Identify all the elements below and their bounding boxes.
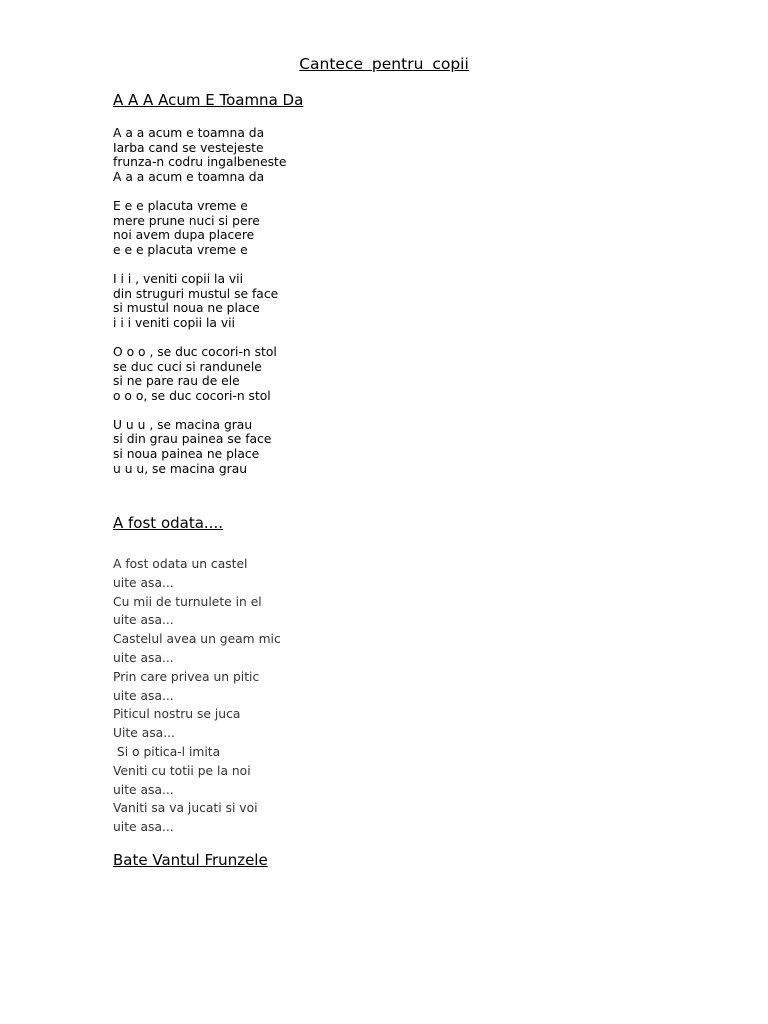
song-heading: A fost odata.... — [113, 514, 223, 532]
lyric-line: frunza-n codru ingalbeneste — [113, 155, 287, 170]
lyric-line: uite asa... — [113, 688, 174, 703]
stanza — [113, 418, 286, 476]
stanza — [113, 272, 286, 330]
lyric-line: Prin care privea un pitic — [113, 669, 260, 684]
lyric-line: mere prune nuci si pere — [113, 213, 260, 228]
lyric-line: E e e placuta vreme e — [113, 198, 248, 213]
lyric-line: A a a acum e toamna da — [113, 126, 265, 140]
lyric-line: si din grau painea se face — [113, 432, 272, 447]
lyric-line: i i i veniti copii la vii — [113, 315, 235, 330]
lyric-line: U u u , se macina grau — [113, 417, 253, 432]
lyric-line: Piticul nostru se juca — [113, 707, 241, 722]
lyric-line: uite asa... — [113, 575, 174, 590]
lyric-line: I i i , veniti copii la vii — [113, 271, 244, 286]
lyric-line: uite asa... — [113, 782, 174, 797]
song-lyrics — [113, 555, 281, 837]
lyric-line: A a a acum e toamna da — [113, 169, 265, 184]
lyric-line: Veniti cu totii pe la noi — [113, 763, 251, 778]
song-lyrics — [113, 126, 286, 491]
lyric-line: Castelul avea un geam mic — [113, 632, 281, 647]
lyric-line: noi avem dupa placere — [113, 228, 255, 243]
lyric-line: uite asa... — [113, 613, 174, 628]
lyric-line: Vaniti sa va jucati si voi — [113, 801, 258, 816]
lyric-line: e e e placuta vreme e — [113, 242, 248, 257]
song-heading: Bate Vantul Frunzele — [113, 851, 268, 869]
lyric-line: Cu mii de turnulete in el — [113, 594, 262, 609]
lyric-line: Uite asa... — [113, 726, 175, 741]
lyric-line: si ne pare rau de ele — [113, 374, 240, 389]
lyric-line: si mustul noua ne place — [113, 301, 260, 316]
lyric-line: si noua painea ne place — [113, 447, 260, 462]
stanza — [113, 199, 286, 257]
lyric-line: A fost odata un castel — [113, 557, 248, 571]
song-heading: A A A Acum E Toamna Da — [113, 91, 304, 109]
lyric-line: o o o, se duc cocori-n stol — [113, 388, 271, 403]
lyric-line: Iarba cand se vestejeste — [113, 140, 264, 155]
lyric-line: uite asa... — [113, 820, 174, 835]
stanza — [113, 126, 286, 184]
lyric-line: Si o pitica-l imita — [113, 744, 221, 759]
lyric-line: uite asa... — [113, 650, 174, 665]
stanza — [113, 345, 286, 403]
lyric-line: din struguri mustul se face — [113, 286, 279, 301]
lyric-line: se duc cuci si randunele — [113, 359, 262, 374]
lyric-line: u u u, se macina grau — [113, 461, 248, 476]
document-title: Cantece pentru copii — [299, 55, 469, 73]
lyric-line: O o o , se duc cocori-n stol — [113, 344, 277, 359]
